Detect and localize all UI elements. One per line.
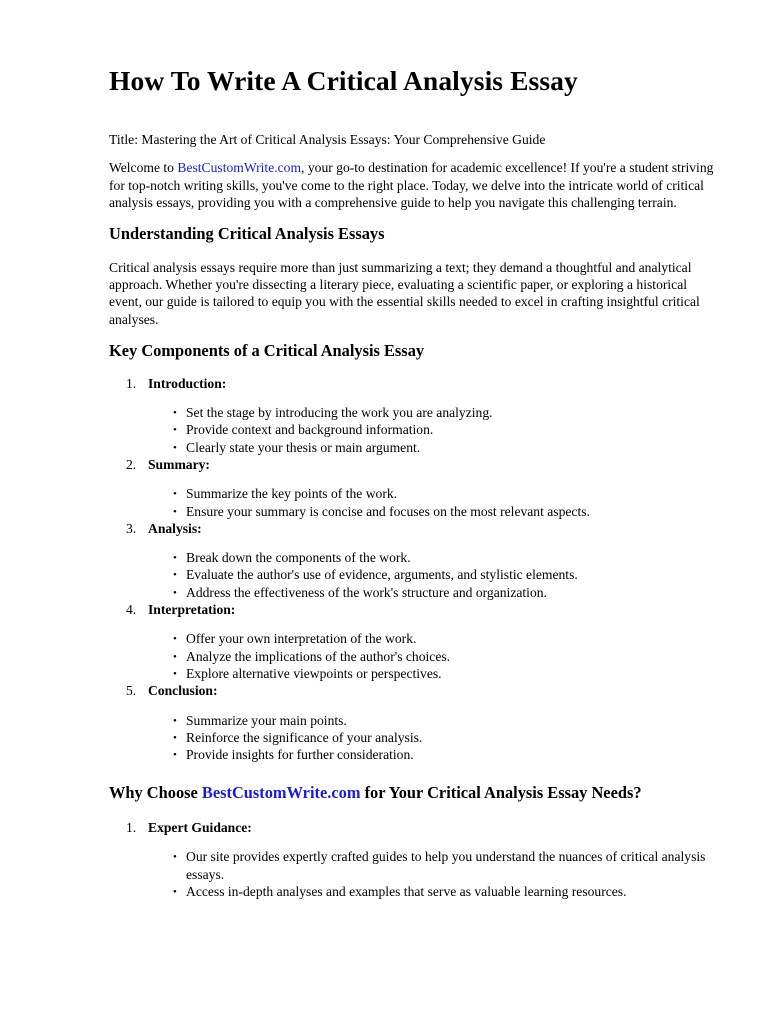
bullet-text: Clearly state your thesis or main argument. — [186, 439, 421, 455]
heading-why-choose — [109, 783, 719, 803]
bullet-icon: • — [173, 851, 177, 864]
bullet-item — [147, 746, 719, 763]
bullet-list — [109, 630, 719, 682]
document-page — [109, 64, 719, 900]
bullet-text: Summarize the key points of the work. — [186, 486, 398, 502]
bullet-item — [147, 648, 719, 665]
bullet-icon: • — [173, 552, 177, 565]
intro-pre: Welcome to — [109, 160, 178, 176]
bullet-text: Summarize your main points. — [186, 712, 347, 728]
understanding-paragraph: Critical analysis essays require more than just summarizing a text; they demand a thoughtful and analytical approach. Whether you're dissecting a literary piece, evaluating a scientific paper, or exploring a historical event, our guide is tailored to equip you with the essential skills needed to excel in crafting insightful critical analyses. — [109, 259, 700, 327]
bullet-icon: • — [173, 488, 177, 501]
why-list — [109, 819, 719, 900]
bullet-item — [147, 421, 719, 438]
item-title: Expert Guidance: — [148, 820, 252, 836]
bullet-text: Analyze the implications of the author's choices. — [186, 648, 451, 664]
bullet-text: Reinforce the significance of your analysis. — [186, 729, 423, 745]
page-title: How To Write A Critical Analysis Essay — [109, 65, 578, 96]
intro-site-link[interactable]: BestCustomWrite.com — [177, 160, 302, 176]
item-title: Analysis: — [148, 520, 202, 536]
bullet-list — [109, 485, 719, 520]
bullet-item — [147, 404, 719, 421]
bullet-item — [147, 848, 719, 883]
bullet-icon: • — [173, 586, 177, 599]
bullet-item — [147, 485, 719, 502]
item-title: Introduction: — [148, 375, 227, 391]
item-number: 2. — [126, 456, 137, 472]
bullet-icon: • — [173, 441, 177, 454]
bullet-text: Provide insights for further consideration. — [186, 747, 414, 763]
bullet-icon: • — [173, 885, 177, 898]
bullet-icon: • — [173, 667, 177, 680]
item-number: 1. — [126, 820, 137, 836]
bullet-icon: • — [173, 569, 177, 582]
item-title: Summary: — [148, 456, 210, 472]
bullet-item — [147, 503, 719, 520]
bullet-text: Ensure your summary is concise and focuses on the most relevant aspects. — [186, 503, 590, 519]
components-list — [109, 375, 719, 764]
subtitle: Title: Mastering the Art of Critical Analysis Essays: Your Comprehensive Guide — [109, 132, 546, 147]
bullet-icon: • — [173, 505, 177, 518]
item-title: Conclusion: — [148, 683, 218, 699]
numbered-item — [109, 601, 719, 682]
bullet-icon: • — [173, 731, 177, 744]
bullet-item — [147, 549, 719, 566]
item-number: 1. — [126, 375, 137, 391]
bullet-text: Explore alternative viewpoints or perspectives. — [186, 665, 442, 681]
numbered-item — [109, 520, 719, 601]
why-pre: Why Choose — [109, 783, 202, 803]
bullet-item — [147, 883, 719, 900]
bullet-icon: • — [173, 407, 177, 420]
bullet-item — [147, 630, 719, 647]
bullet-item — [147, 729, 719, 746]
intro-post: , your go-to destination for academic excellence! If you're a student striving for top-notch writing skills, you've come to the right place. Today, we delve into the intricate world of critical analysis essays, providing you with a comprehensive guide to help you navigate this challenging terrain. — [109, 160, 714, 210]
bullet-item — [147, 439, 719, 456]
bullet-text: Our site provides expertly crafted guides to help you understand the nuances of critical analysis essays. — [186, 849, 706, 882]
bullet-list — [109, 549, 719, 601]
bullet-item — [147, 712, 719, 729]
bullet-text: Address the effectiveness of the work's structure and organization. — [186, 584, 547, 600]
bullet-text: Evaluate the author's use of evidence, arguments, and stylistic elements. — [186, 567, 578, 583]
bullet-text: Provide context and background information. — [186, 422, 434, 438]
bullet-text: Set the stage by introducing the work you are analyzing. — [186, 405, 493, 421]
bullet-list — [109, 404, 719, 456]
bullet-item — [147, 584, 719, 601]
why-site-link[interactable]: BestCustomWrite.com — [201, 783, 361, 803]
bullet-text: Access in-depth analyses and examples that serve as valuable learning resources. — [186, 883, 627, 899]
bullet-icon: • — [173, 633, 177, 646]
heading-understanding: Understanding Critical Analysis Essays — [109, 224, 385, 244]
item-title: Interpretation: — [148, 602, 236, 618]
why-post: for Your Critical Analysis Essay Needs? — [360, 783, 642, 803]
numbered-item — [109, 819, 719, 900]
bullet-icon: • — [173, 714, 177, 727]
item-number: 3. — [126, 520, 137, 536]
bullet-icon: • — [173, 749, 177, 762]
bullet-list — [109, 848, 719, 900]
heading-key-components: Key Components of a Critical Analysis Essay — [109, 341, 425, 361]
bullet-list — [109, 712, 719, 764]
bullet-item — [147, 665, 719, 682]
intro-paragraph — [109, 159, 719, 211]
item-number: 5. — [126, 683, 137, 699]
bullet-icon: • — [173, 650, 177, 663]
bullet-text: Offer your own interpretation of the work. — [186, 631, 417, 647]
item-number: 4. — [126, 602, 137, 618]
bullet-item — [147, 566, 719, 583]
bullet-icon: • — [173, 424, 177, 437]
numbered-item — [109, 682, 719, 763]
numbered-item — [109, 375, 719, 456]
numbered-item — [109, 456, 719, 520]
bullet-text: Break down the components of the work. — [186, 550, 411, 566]
